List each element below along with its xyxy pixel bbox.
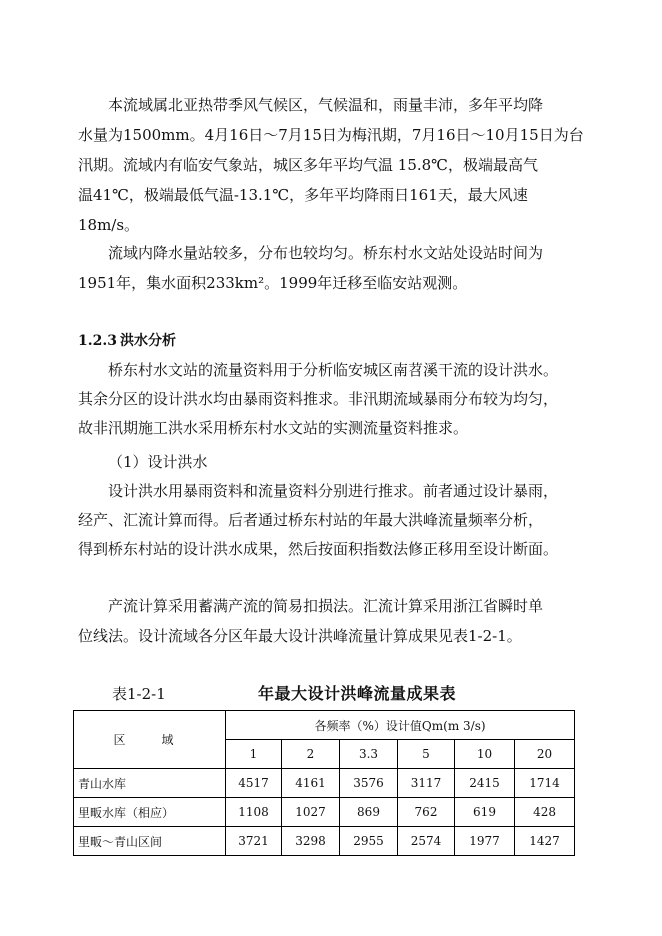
- text-line: 汛期。流域内有临安气象站，城区多年平均气温 15.8℃，极端最高气: [78, 156, 538, 174]
- region-header: 区 域: [74, 711, 226, 769]
- section-title: 洪水分析: [120, 333, 176, 349]
- section-heading: [78, 330, 176, 350]
- text-line: 水量为1500mm。4月16日～7月15日为梅汛期，7月16日～10月15日为台: [78, 126, 584, 144]
- design-flood-paragraph: [78, 477, 598, 564]
- table-row: [74, 769, 575, 798]
- text-line: 得到桥东村站的设计洪水成果，然后按面积指数法修正移用至设计断面。: [78, 540, 559, 558]
- value-cell: 4161: [282, 769, 340, 798]
- frequency-cell: 1: [226, 740, 282, 769]
- value-cell: 3721: [226, 827, 282, 856]
- region-cell: 青山水库: [74, 769, 226, 798]
- text-line: 经产、汇流计算而得。后者通过桥东村站的年最大洪峰流量频率分析，: [78, 511, 544, 529]
- value-cell: 1108: [226, 798, 282, 827]
- stations-paragraph: [78, 238, 598, 298]
- text-line: 故非汛期施工洪水采用桥东村水文站的实测流量资料推求。: [78, 419, 469, 437]
- value-cell: 3117: [398, 769, 455, 798]
- frequency-cell: 2: [282, 740, 340, 769]
- text-line: 产流计算采用蓄满产流的简易扣损法。汇流计算采用浙江省瞬时单: [108, 597, 544, 615]
- value-cell: 869: [340, 798, 398, 827]
- table-row: [74, 827, 575, 856]
- table-row: [74, 798, 575, 827]
- runoff-paragraph: [78, 591, 598, 651]
- text-line: 设计洪水用暴雨资料和流量资料分别进行推求。前者通过设计暴雨，: [108, 482, 559, 500]
- frequency-cell: 3.3: [340, 740, 398, 769]
- value-cell: 1427: [515, 827, 575, 856]
- climate-paragraph: [78, 90, 598, 240]
- text-line: 其余分区的设计洪水均由暴雨资料推求。非汛期流域暴雨分布较为均匀，: [78, 390, 559, 408]
- frequency-group-header: 各频率（%）设计值Qm(m 3/s): [226, 711, 575, 740]
- value-cell: 619: [455, 798, 515, 827]
- value-cell: 3576: [340, 769, 398, 798]
- frequency-cell: 20: [515, 740, 575, 769]
- value-cell: 428: [515, 798, 575, 827]
- table-label: 表1-2-1: [112, 685, 166, 703]
- value-cell: 1714: [515, 769, 575, 798]
- value-cell: 2415: [455, 769, 515, 798]
- table-header-row: [74, 711, 575, 740]
- text-line: 本流域属北亚热带季风气候区，气候温和，雨量丰沛，多年平均降: [108, 96, 544, 114]
- frequency-cell: 5: [398, 740, 455, 769]
- value-cell: 762: [398, 798, 455, 827]
- value-cell: 1027: [282, 798, 340, 827]
- region-cell: 里畈水库（相应）: [74, 798, 226, 827]
- text-line: 1951年，集水面积233km²。1999年迁移至临安站观测。: [78, 274, 468, 292]
- value-cell: 4517: [226, 769, 282, 798]
- text-line: 18m/s。: [78, 216, 140, 234]
- section-number: 1.2.3: [78, 333, 117, 349]
- analysis-paragraph: [78, 356, 598, 443]
- text-line: 位线法。设计流域各分区年最大设计洪峰流量计算成果见表1-2-1。: [78, 627, 522, 645]
- text-line: 桥东村水文站的流量资料用于分析临安城区南苕溪干流的设计洪水。: [108, 361, 559, 379]
- value-cell: 2955: [340, 827, 398, 856]
- frequency-cell: 10: [455, 740, 515, 769]
- value-cell: 1977: [455, 827, 515, 856]
- design-flood-subheading: （1）设计洪水: [108, 453, 208, 471]
- flood-results-table: [73, 710, 575, 856]
- text-line: 温41℃，极端最低气温-13.1℃，多年平均降雨日161天，最大风速: [78, 186, 528, 204]
- value-cell: 2574: [398, 827, 455, 856]
- value-cell: 3298: [282, 827, 340, 856]
- region-cell: 里畈～青山区间: [74, 827, 226, 856]
- text-line: 流域内降水量站较多，分布也较均匀。桥东村水文站处设站时间为: [108, 244, 544, 262]
- table-title: 年最大设计洪峰流量成果表: [258, 684, 457, 703]
